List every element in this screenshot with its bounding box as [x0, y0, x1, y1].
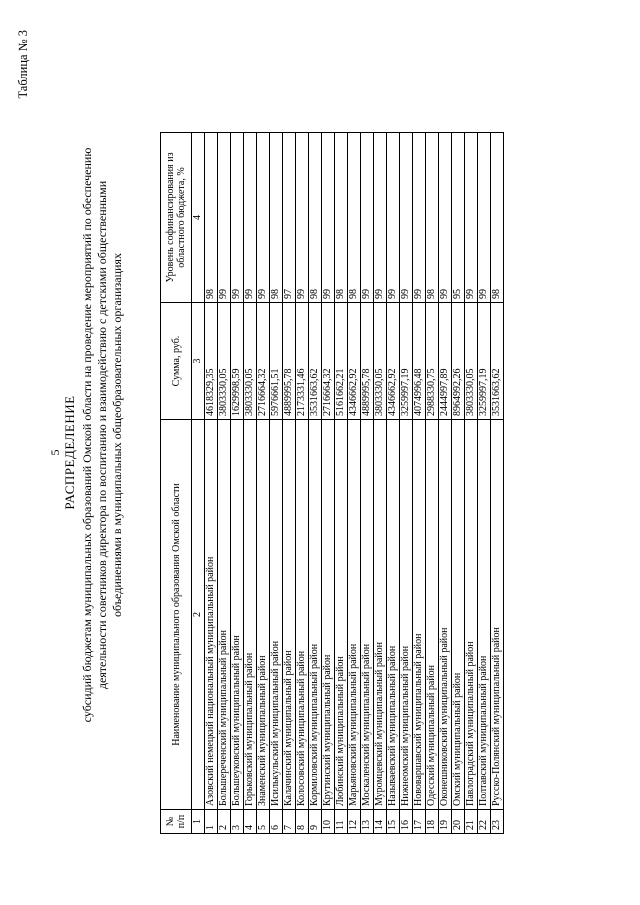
municipality-name: Горьковский муниципальный район	[244, 420, 257, 810]
row-cofinancing: 99	[361, 133, 374, 303]
row-number: 10	[322, 810, 335, 834]
row-number: 17	[413, 810, 426, 834]
row-sum: 3803330,05	[218, 303, 231, 420]
row-number: 4	[244, 810, 257, 834]
table-row	[465, 133, 478, 834]
table-row	[270, 133, 283, 834]
municipality-name: Омский муниципальный район	[452, 420, 465, 810]
table-header-row	[161, 133, 192, 834]
table-row	[283, 133, 296, 834]
table-row	[309, 133, 322, 834]
table-label: Таблица № 3	[16, 30, 30, 99]
row-cofinancing: 98	[348, 133, 361, 303]
row-number: 8	[296, 810, 309, 834]
row-sum: 3803330,05	[244, 303, 257, 420]
row-sum: 5976661,51	[270, 303, 283, 420]
row-sum: 3803330,05	[374, 303, 387, 420]
row-number: 13	[361, 810, 374, 834]
municipality-name: Нововаршавский муниципальный район	[413, 420, 426, 810]
row-sum: 3531663,62	[491, 303, 504, 420]
table-row	[244, 133, 257, 834]
subtitle-line: объединениями в муниципальных общеобразовательных организациях	[110, 253, 124, 617]
column-index: 1	[192, 810, 205, 834]
municipality-name: Марьяновский муниципальный район	[348, 420, 361, 810]
row-cofinancing: 99	[478, 133, 491, 303]
row-cofinancing: 99	[231, 133, 244, 303]
table-row	[361, 133, 374, 834]
row-sum: 2988330,75	[426, 303, 439, 420]
document-subtitle	[80, 115, 125, 755]
row-number: 5	[257, 810, 270, 834]
municipality-name: Называевский муниципальный район	[387, 420, 400, 810]
row-sum: 1629998,59	[231, 303, 244, 420]
row-number: 1	[205, 810, 218, 834]
page-number: 5	[48, 449, 62, 456]
municipality-name: Знаменский муниципальный район	[257, 420, 270, 810]
row-number: 14	[374, 810, 387, 834]
table-row	[426, 133, 439, 834]
row-cofinancing: 99	[322, 133, 335, 303]
header-sum: Сумма, руб.	[161, 303, 192, 420]
row-sum: 3531663,62	[309, 303, 322, 420]
row-sum: 2716664,32	[257, 303, 270, 420]
subtitle-line: деятельности советников директора по воспитанию и взаимодействию с детскими общественными	[95, 180, 109, 690]
municipality-name: Кормиловский муниципальный район	[309, 420, 322, 810]
row-number: 19	[439, 810, 452, 834]
municipality-name: Павлоградский муниципальный район	[465, 420, 478, 810]
row-cofinancing: 98	[270, 133, 283, 303]
table-row	[231, 133, 244, 834]
row-sum: 2716664,32	[322, 303, 335, 420]
row-cofinancing: 99	[413, 133, 426, 303]
row-number: 3	[231, 810, 244, 834]
table-row	[322, 133, 335, 834]
header-cofinancing: Уровень софинансирования из областного бюджета, %	[161, 133, 192, 303]
table-row	[387, 133, 400, 834]
row-number: 23	[491, 810, 504, 834]
municipality-name: Азовский немецкий национальный муниципальный район	[205, 420, 218, 810]
row-number: 16	[400, 810, 413, 834]
municipality-name: Любинский муниципальный район	[335, 420, 348, 810]
table-row	[452, 133, 465, 834]
table-row	[374, 133, 387, 834]
row-number: 11	[335, 810, 348, 834]
table-row	[218, 133, 231, 834]
row-cofinancing: 99	[400, 133, 413, 303]
row-cofinancing: 98	[335, 133, 348, 303]
row-cofinancing: 97	[283, 133, 296, 303]
table-row	[491, 133, 504, 834]
row-sum: 4889995,78	[283, 303, 296, 420]
distribution-table	[160, 132, 504, 834]
row-number: 6	[270, 810, 283, 834]
row-sum: 4346662,92	[348, 303, 361, 420]
municipality-name: Калачинский муниципальный район	[283, 420, 296, 810]
municipality-name: Крутинский муниципальный район	[322, 420, 335, 810]
row-cofinancing: 98	[309, 133, 322, 303]
row-cofinancing: 98	[205, 133, 218, 303]
row-cofinancing: 99	[218, 133, 231, 303]
municipality-name: Нижнеомский муниципальный район	[400, 420, 413, 810]
municipality-name: Большереченский муниципальный район	[218, 420, 231, 810]
row-number: 20	[452, 810, 465, 834]
municipality-name: Одесский муниципальный район	[426, 420, 439, 810]
municipality-name: Русско-Полянский муниципальный район	[491, 420, 504, 810]
table-row	[348, 133, 361, 834]
column-index: 3	[192, 303, 205, 420]
row-sum: 2173331,46	[296, 303, 309, 420]
row-cofinancing: 98	[491, 133, 504, 303]
municipality-name: Колосовский муниципальный район	[296, 420, 309, 810]
row-sum: 8964992,26	[452, 303, 465, 420]
municipality-name: Оконешниковский муниципальный район	[439, 420, 452, 810]
header-municipality: Наименование муниципального образования Омской области	[161, 420, 192, 810]
row-number: 15	[387, 810, 400, 834]
table-row	[296, 133, 309, 834]
row-cofinancing: 95	[452, 133, 465, 303]
table-body	[205, 133, 504, 834]
row-cofinancing: 99	[296, 133, 309, 303]
row-number: 2	[218, 810, 231, 834]
row-cofinancing: 99	[374, 133, 387, 303]
row-number: 18	[426, 810, 439, 834]
document-title: РАСПРЕДЕЛЕНИЕ	[62, 395, 77, 510]
table-row	[439, 133, 452, 834]
row-cofinancing: 99	[387, 133, 400, 303]
row-cofinancing: 99	[439, 133, 452, 303]
municipality-name: Исилькульский муниципальный район	[270, 420, 283, 810]
municipality-name: Полтавский муниципальный район	[478, 420, 491, 810]
table-row	[413, 133, 426, 834]
row-sum: 2444997,89	[439, 303, 452, 420]
row-sum: 3259997,19	[478, 303, 491, 420]
row-number: 7	[283, 810, 296, 834]
row-cofinancing: 98	[426, 133, 439, 303]
row-sum: 4889995,78	[361, 303, 374, 420]
table-row	[400, 133, 413, 834]
municipality-name: Муромцевский муниципальный район	[374, 420, 387, 810]
table-row	[257, 133, 270, 834]
row-number: 22	[478, 810, 491, 834]
table-row	[478, 133, 491, 834]
row-number: 21	[465, 810, 478, 834]
municipality-name: Большеуковский муниципальный район	[231, 420, 244, 810]
row-cofinancing: 99	[465, 133, 478, 303]
row-number: 12	[348, 810, 361, 834]
column-index-row	[192, 133, 205, 834]
row-sum: 5161662,21	[335, 303, 348, 420]
column-index: 4	[192, 133, 205, 303]
row-sum: 4074996,48	[413, 303, 426, 420]
row-sum: 4346662,92	[387, 303, 400, 420]
municipality-name: Москаленский муниципальный район	[361, 420, 374, 810]
row-sum: 4618329,35	[205, 303, 218, 420]
table-row	[335, 133, 348, 834]
subtitle-line: субсидий бюджетам муниципальных образований Омской области на проведение мероприятий по обеспечению	[80, 147, 94, 723]
row-cofinancing: 99	[257, 133, 270, 303]
row-sum: 3259997,19	[400, 303, 413, 420]
header-number: № п/п	[161, 810, 192, 834]
row-sum: 3803330,05	[465, 303, 478, 420]
table-row	[205, 133, 218, 834]
row-number: 9	[309, 810, 322, 834]
row-cofinancing: 99	[244, 133, 257, 303]
column-index: 2	[192, 420, 205, 810]
